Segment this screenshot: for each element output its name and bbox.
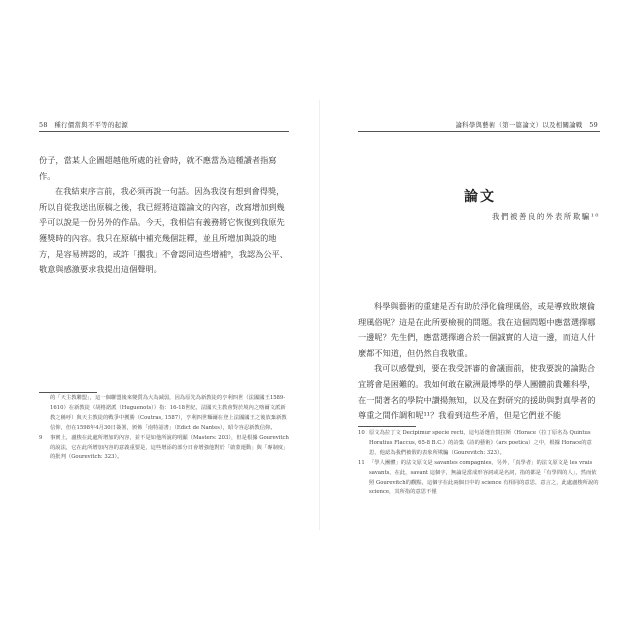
left-body-text: [39, 153, 289, 278]
right-header-rule: [358, 131, 600, 132]
footnote-text: 原文為拉丁文 Decipimur specie recti，這句話選自賀拉斯（Horace（拉丁原名為 Quintus Horatius Flaccus, 65-8 B.C.）的詩集《詩的藝術》（ars poetica）之中，根據 Horace的意思，他認為我們被假的表象所欺騙（Gourevitch: 323）。: [369, 430, 592, 456]
left-header-rule: [39, 131, 289, 132]
footnote-text: 「學人團體」的法文原文是 savantes compagnies，另外，「真學者」的法文原文是 les vrais savants，在此，savant 這個字，無論是當成形容詞或是名詞，指的都是「有學問的人」，然而依照 Gourevitch的觀點，這個字在此兩個日中的 science 有相同的意思，意言之，此處盧梭所說的 science，其所指的意思不僅: [369, 459, 599, 496]
chapter-title: 論文: [464, 189, 496, 205]
right-page: [320, 0, 640, 640]
right-footnote-10: [358, 429, 600, 459]
left-paragraph-2: 在我結束序言前，我必須再說一句話。因為我沒有想到會得獎，所以自從我送出原稿之後，我已經將這篇論文的內容，改寫增加到幾乎可以說是一份另外的作品。今天，我相信有義務將它恢復到我原先獲獎時的內容。我只在原稿中補充幾個註釋，並且所增加與設的地方，是容易辨認的，或許「擱我」不會認同這些增補⁹，我認為公平、敬意與感激要求我提出這個聲明。: [39, 186, 288, 275]
chapter-epigraph: 我們被善良的外表所欺騙¹⁰: [491, 212, 600, 221]
right-footnote-11: [358, 459, 600, 499]
footnote-number: 10: [358, 430, 365, 436]
left-footnote-rule: [39, 392, 97, 393]
right-running-header: 論科學與藝術（第一篇論文）以及相關論戰 59: [455, 121, 598, 129]
right-paragraph-1: 科學與藝術的重建是否有助於淨化倫理風俗，或是導致敗壞倫理風俗呢？這是在此所要檢視的問題。我在這個問題中應當選擇哪一邊呢？先生們，應當選擇適合於一個誠實的人這一邊，而這人什麼都不知道，但仍然自我敬重。: [358, 301, 596, 358]
right-body-text: [358, 299, 600, 424]
right-footnote-rule: [358, 426, 416, 427]
left-footnotes: [39, 394, 289, 463]
right-paragraph-2: 我可以感覺到，要在我受評審的會議面前，使我要說的論點合宜將會是困難的。我如何敢在歐洲最博學的學人團體前貴難科學，在一間著名的學院中讚揚無知，以及在對研究的援助與對真學者的尊重之間作調和呢¹¹？我看到這些矛盾，但是它們並不能: [358, 363, 596, 421]
right-footnotes: [358, 429, 600, 498]
footnote-text: 事實上，盧梭在此處所增加的內容，並不是如他所說的明顯（Masters: 203），但是根據 Gourevitch 的說法，它在此所增加內容的意義重要是，這些增添的部分日會增強他對於「啟蒙運動」與「專制度」的批判（Gourevitch: 323）。: [50, 434, 289, 461]
left-footnote-continued: 的「天主教聯盟」，這一個聯盟後來變質為大為減弱，因為原先為新教徒的亨利四世（法國國王1589-1610）在新教徒（胡格諾派（Huguenots））指：16-18世紀，法國天主教會對於境內之喀爾文派新教之稱呼）與天主教徒的戰爭中獲勝（Coutras, 1587），亨利四世麵爾在登上法國國王之後放棄新教信仰，但在1598年4月30日簽署，頒佈「南特詔書」（Edict de Nantes），昭令容忍新教信仰。: [50, 395, 287, 431]
left-running-header: 58 種行價當與不平等的起源: [39, 121, 129, 129]
footnote-number: 9: [39, 434, 43, 441]
footnote-number: 11: [358, 459, 365, 466]
left-paragraph-1: 份子，當某人企圖超越他所處的社會時，就不應當為這種讀者指寫作。: [39, 155, 277, 181]
left-footnote-9: [39, 434, 289, 464]
